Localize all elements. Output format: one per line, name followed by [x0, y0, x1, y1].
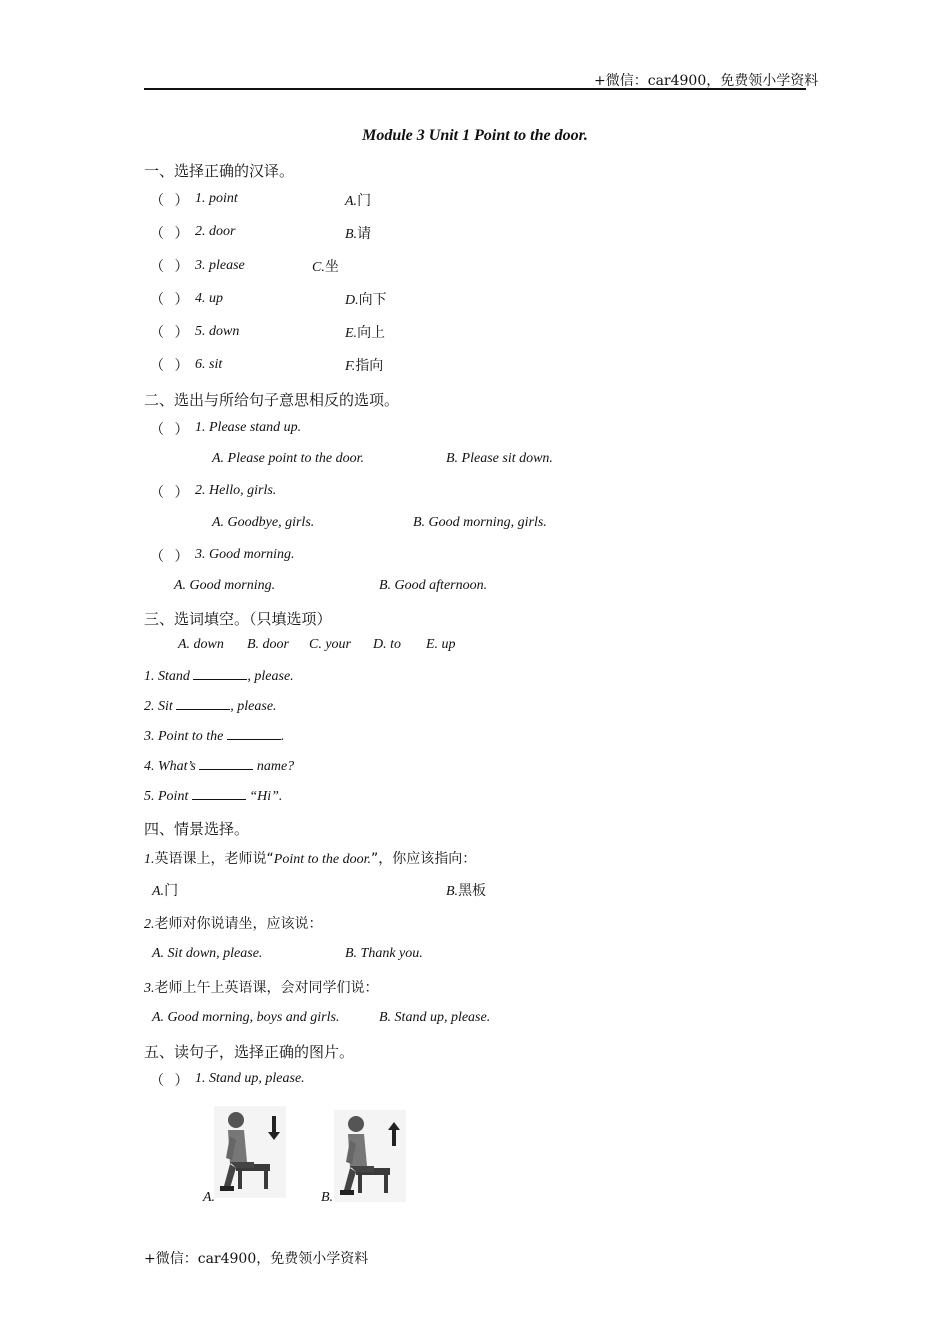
word-option: A. down — [178, 637, 224, 652]
answer-paren: （ ） — [150, 326, 189, 341]
picture-label-a: A. — [203, 1190, 216, 1205]
header-rule — [144, 88, 806, 90]
word-option: D. to — [373, 637, 401, 652]
section-heading-1: 一、选择正确的汉译。 — [144, 162, 295, 180]
option-b: B. Good afternoon. — [379, 578, 488, 593]
question-text: 3.老师上午上英语课，会对同学们说： — [144, 980, 379, 996]
question-text: 1. Please stand up. — [195, 420, 302, 435]
option-b: B.黑板 — [446, 883, 487, 899]
page-title: Module 3 Unit 1 Point to the door. — [362, 127, 588, 144]
question-text: 2. Hello, girls. — [195, 483, 277, 498]
blank-field[interactable] — [192, 787, 246, 800]
section-heading-4: 四、情景选择。 — [144, 820, 250, 838]
answer-paren: （ ） — [150, 550, 189, 565]
answer-paren: （ ） — [150, 1074, 189, 1089]
answer-paren: （ ） — [150, 486, 189, 501]
section-heading-2: 二、选出与所给句子意思相反的选项。 — [144, 391, 400, 409]
option-label: B.请 — [345, 226, 372, 242]
option-a: A. Please point to the door. — [212, 451, 365, 466]
blank-field[interactable] — [176, 697, 230, 710]
option-a: A. Sit down, please. — [152, 946, 263, 961]
section-heading-5: 五、读句子，选择正确的图片。 — [144, 1043, 355, 1061]
list-item: 5. down — [195, 324, 240, 339]
answer-paren: （ ） — [150, 227, 189, 242]
list-item: 3. please — [195, 258, 245, 273]
stand-up-picture[interactable] — [334, 1110, 406, 1202]
answer-paren: （ ） — [150, 194, 189, 209]
question-text: 1. Stand up, please. — [195, 1071, 305, 1086]
word-option: C. your — [309, 637, 351, 652]
fill-blank-line: 5. Point “Hi”. — [144, 789, 283, 804]
answer-paren: （ ） — [150, 359, 189, 374]
option-a: A. Good morning, boys and girls. — [152, 1010, 340, 1025]
word-option: E. up — [426, 637, 456, 652]
fill-blank-line: 1. Stand , please. — [144, 669, 294, 684]
option-a: A. Good morning. — [174, 578, 276, 593]
list-item: 1. point — [195, 191, 238, 206]
list-item: 6. sit — [195, 357, 223, 372]
question-text: 1.英语课上，老师说“Point to the door.”，你应该指向： — [144, 851, 477, 867]
option-b: B. Thank you. — [345, 946, 423, 961]
picture-label-b: B. — [321, 1190, 334, 1205]
list-item: 4. up — [195, 291, 223, 306]
blank-field[interactable] — [193, 667, 247, 680]
option-a: A. Goodbye, girls. — [212, 515, 315, 530]
answer-paren: （ ） — [150, 293, 189, 308]
question-text: 2.老师对你说请坐，应该说： — [144, 916, 323, 932]
header-text: +微信：car4900，免费领小学资料 — [594, 73, 819, 89]
option-label: D.向下 — [345, 292, 387, 308]
blank-field[interactable] — [199, 757, 253, 770]
option-b: B. Please sit down. — [446, 451, 553, 466]
sit-down-picture[interactable] — [214, 1106, 286, 1198]
fill-blank-line: 4. What’s name? — [144, 759, 295, 774]
option-label: A.门 — [345, 193, 372, 209]
answer-paren: （ ） — [150, 423, 189, 438]
footer-text: +微信：car4900，免费领小学资料 — [144, 1251, 369, 1267]
list-item: 2. door — [195, 224, 236, 239]
word-option: B. door — [247, 637, 289, 652]
section-heading-3: 三、选词填空。（只填选项） — [144, 610, 332, 628]
option-label: F.指向 — [345, 358, 384, 374]
option-b: B. Stand up, please. — [379, 1010, 491, 1025]
fill-blank-line: 3. Point to the . — [144, 729, 285, 744]
option-a: A.门 — [152, 883, 179, 899]
fill-blank-line: 2. Sit , please. — [144, 699, 277, 714]
blank-field[interactable] — [227, 727, 281, 740]
answer-paren: （ ） — [150, 260, 189, 275]
question-text: 3. Good morning. — [195, 547, 295, 562]
option-label: E.向上 — [345, 325, 386, 341]
option-label: C.坐 — [312, 259, 339, 275]
option-b: B. Good morning, girls. — [413, 515, 547, 530]
